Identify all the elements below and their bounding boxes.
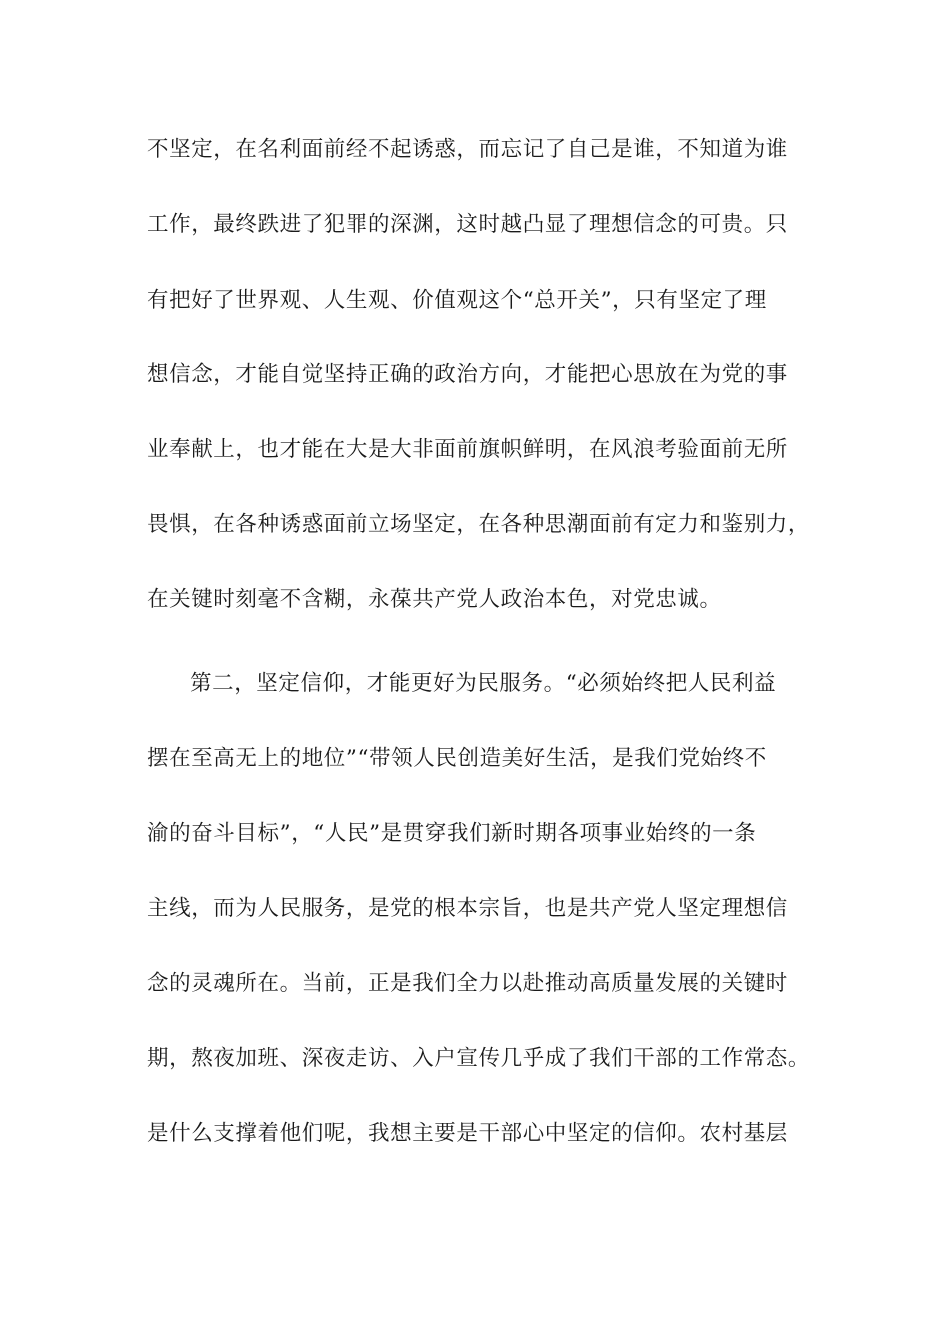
text-line: 想信念，才能自觉坚持正确的政治方向，才能把心思放在为党的事 bbox=[147, 362, 788, 387]
text-line: 有把好了世界观、人生观、价值观这个“总开关”，只有坚定了理 bbox=[147, 288, 767, 313]
text-line: 是什么支撑着他们呢，我想主要是干部心中坚定的信仰。农村基层 bbox=[147, 1121, 788, 1146]
text-line: 业奉献上，也才能在大是大非面前旗帜鲜明，在风浪考验面前无所 bbox=[147, 437, 788, 462]
text-line: 期，熬夜加班、深夜走访、入户宣传几乎成了我们干部的工作常态。 bbox=[147, 1046, 811, 1071]
text-line: 渝的奋斗目标”，“人民”是贯穿我们新时期各项事业始终的一条 bbox=[147, 821, 757, 846]
text-line: 主线，而为人民服务，是党的根本宗旨，也是共产党人坚定理想信 bbox=[147, 896, 788, 921]
text-line: 在关键时刻毫不含糊，永葆共产党人政治本色，对党忠诚。 bbox=[147, 587, 722, 612]
text-line-indented: 第二，坚定信仰，才能更好为民服务。“必须始终把人民利益 bbox=[190, 671, 777, 696]
text-line: 工作，最终跌进了犯罪的深渊，这时越凸显了理想信念的可贵。只 bbox=[147, 212, 788, 237]
text-line: 摆在至高无上的地位”“带领人民创造美好生活，是我们党始终不 bbox=[147, 746, 767, 771]
text-line: 不坚定，在名利面前经不起诱惑，而忘记了自己是谁，不知道为谁 bbox=[147, 137, 788, 162]
text-line: 畏惧，在各种诱惑面前立场坚定，在各种思潮面前有定力和鉴别力， bbox=[147, 512, 811, 537]
text-line: 念的灵魂所在。当前，正是我们全力以赴推动高质量发展的关键时 bbox=[147, 971, 788, 996]
